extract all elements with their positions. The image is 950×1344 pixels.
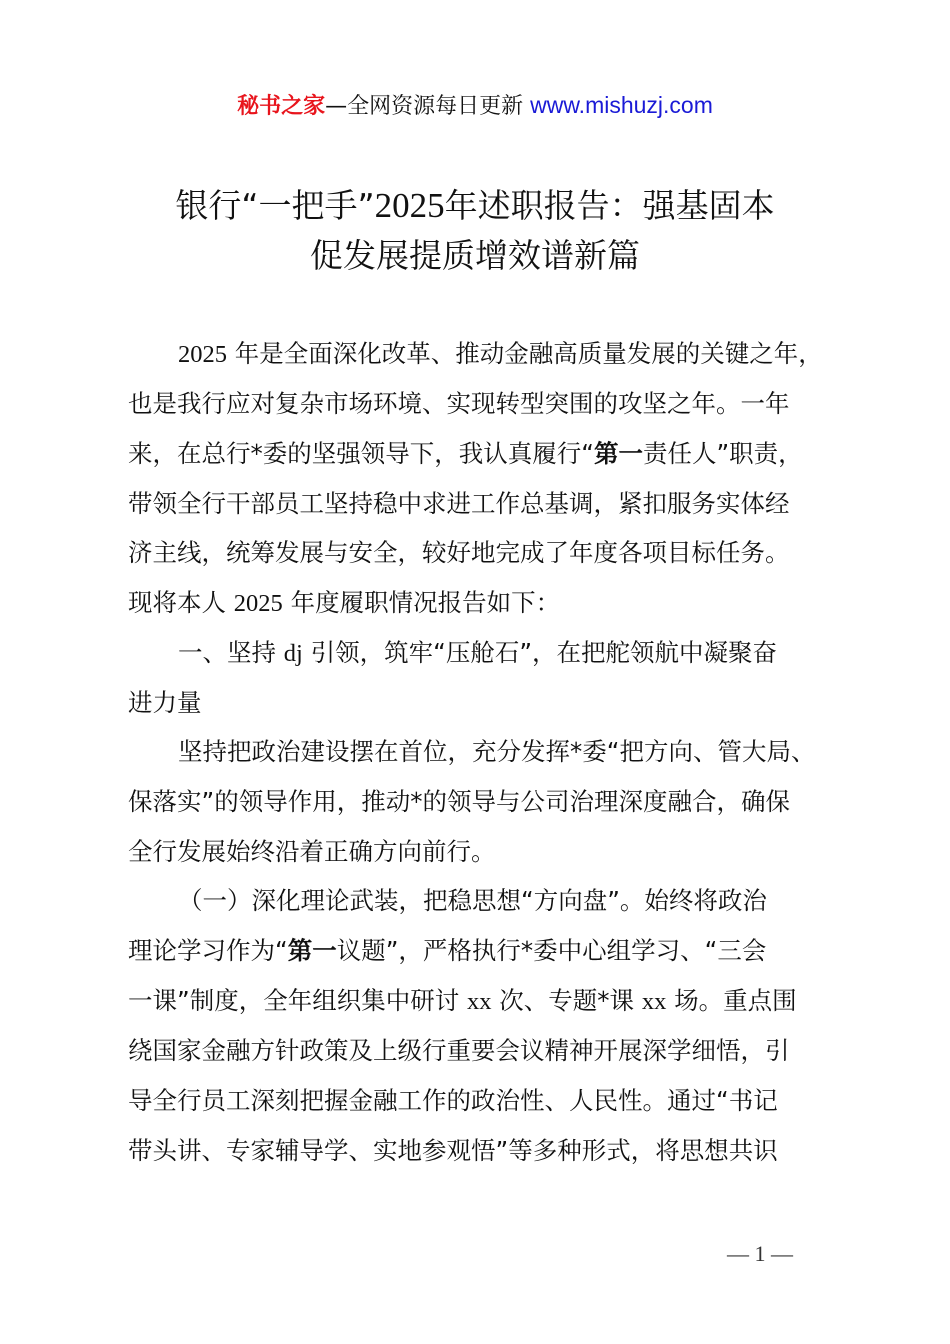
paragraph-line — [128, 983, 858, 1020]
text: 一、坚持 — [178, 638, 284, 667]
placeholder-count: xx — [466, 988, 492, 1015]
paragraph-line: 带头讲、专家辅导学、实地参观悟”等多种形式，将思想共识 — [128, 1136, 778, 1165]
paragraph-line: 全行发展始终沿着正确方向前行。 — [128, 837, 496, 866]
text: 年度履职情况报告如下： — [282, 588, 561, 617]
banner-tagline: —全网资源每日更新 — [325, 94, 531, 119]
abbr-text: dj — [283, 640, 303, 667]
text: 引领，筑牢“压舱石”，在把舵领航中凝聚奋 — [302, 638, 778, 667]
text: 现将本人 — [128, 588, 234, 617]
paragraph-line — [128, 933, 858, 969]
section-heading-line — [178, 635, 908, 672]
text: 年是全面深化改革、推动金融高质量发展的关键之年， — [227, 339, 823, 368]
bold-text: 第一 — [593, 439, 643, 468]
brand-name: 秘书之家 — [237, 94, 326, 119]
paragraph-line: 坚持把政治建设摆在首位，充分发挥*委“把方向、管大局、 — [178, 737, 816, 766]
text: 场。重点围 — [666, 986, 797, 1015]
document-title-line-2: 促发展提质增效谱新篇 — [310, 236, 640, 275]
text: 来，在总行*委的坚强领导下，我认真履行“ — [128, 439, 594, 468]
title-text: 年述职报告：强基固本 — [444, 186, 775, 225]
title-year: 2025 — [374, 186, 445, 225]
paragraph-line: 带领全行干部员工坚持稳中求进工作总基调，紧扣服务实体经 — [128, 489, 790, 518]
text: 责任人”职责， — [642, 439, 803, 468]
paragraph-line: 绕国家金融方针政策及上级行重要会议精神开展深学细悟，引 — [128, 1036, 790, 1065]
section-heading-line: 进力量 — [128, 688, 202, 717]
paragraph-line: 保落实”的领导作用，推动*的领导与公司治理深度融合，确保 — [128, 787, 790, 816]
paragraph-line — [178, 336, 908, 373]
paragraph-line: （一）深化理论武装，把稳思想“方向盘”。始终将政治 — [178, 886, 767, 915]
paragraph-line: 济主线，统筹发展与安全，较好地完成了年度各项目标任务。 — [128, 538, 790, 567]
bold-text: 第一 — [287, 936, 337, 965]
paragraph-line: 也是我行应对复杂市场环境、实现转型突围的攻坚之年。一年 — [128, 389, 790, 418]
document-title-line-1 — [0, 180, 950, 232]
year-number: 2025 — [233, 590, 283, 617]
placeholder-count: xx — [641, 988, 667, 1015]
page-number: — 1 — — [727, 1241, 793, 1266]
site-banner — [0, 88, 950, 124]
text: 议题”，严格执行*委中心组学习、“三会 — [336, 936, 767, 965]
paragraph-line — [128, 585, 858, 622]
site-url-link[interactable]: www.mishuzj.com — [530, 92, 713, 118]
text: 理论学习作为“ — [128, 936, 288, 965]
paragraph-line — [128, 436, 858, 472]
title-text: 银行“一把手” — [175, 186, 375, 225]
text: 一课”制度，全年组织集中研讨 — [128, 986, 467, 1015]
paragraph-line: 导全行员工深刻把握金融工作的政治性、人民性。通过“书记 — [128, 1086, 778, 1115]
text: 次、专题*课 — [491, 986, 642, 1015]
year-number: 2025 — [178, 341, 227, 368]
